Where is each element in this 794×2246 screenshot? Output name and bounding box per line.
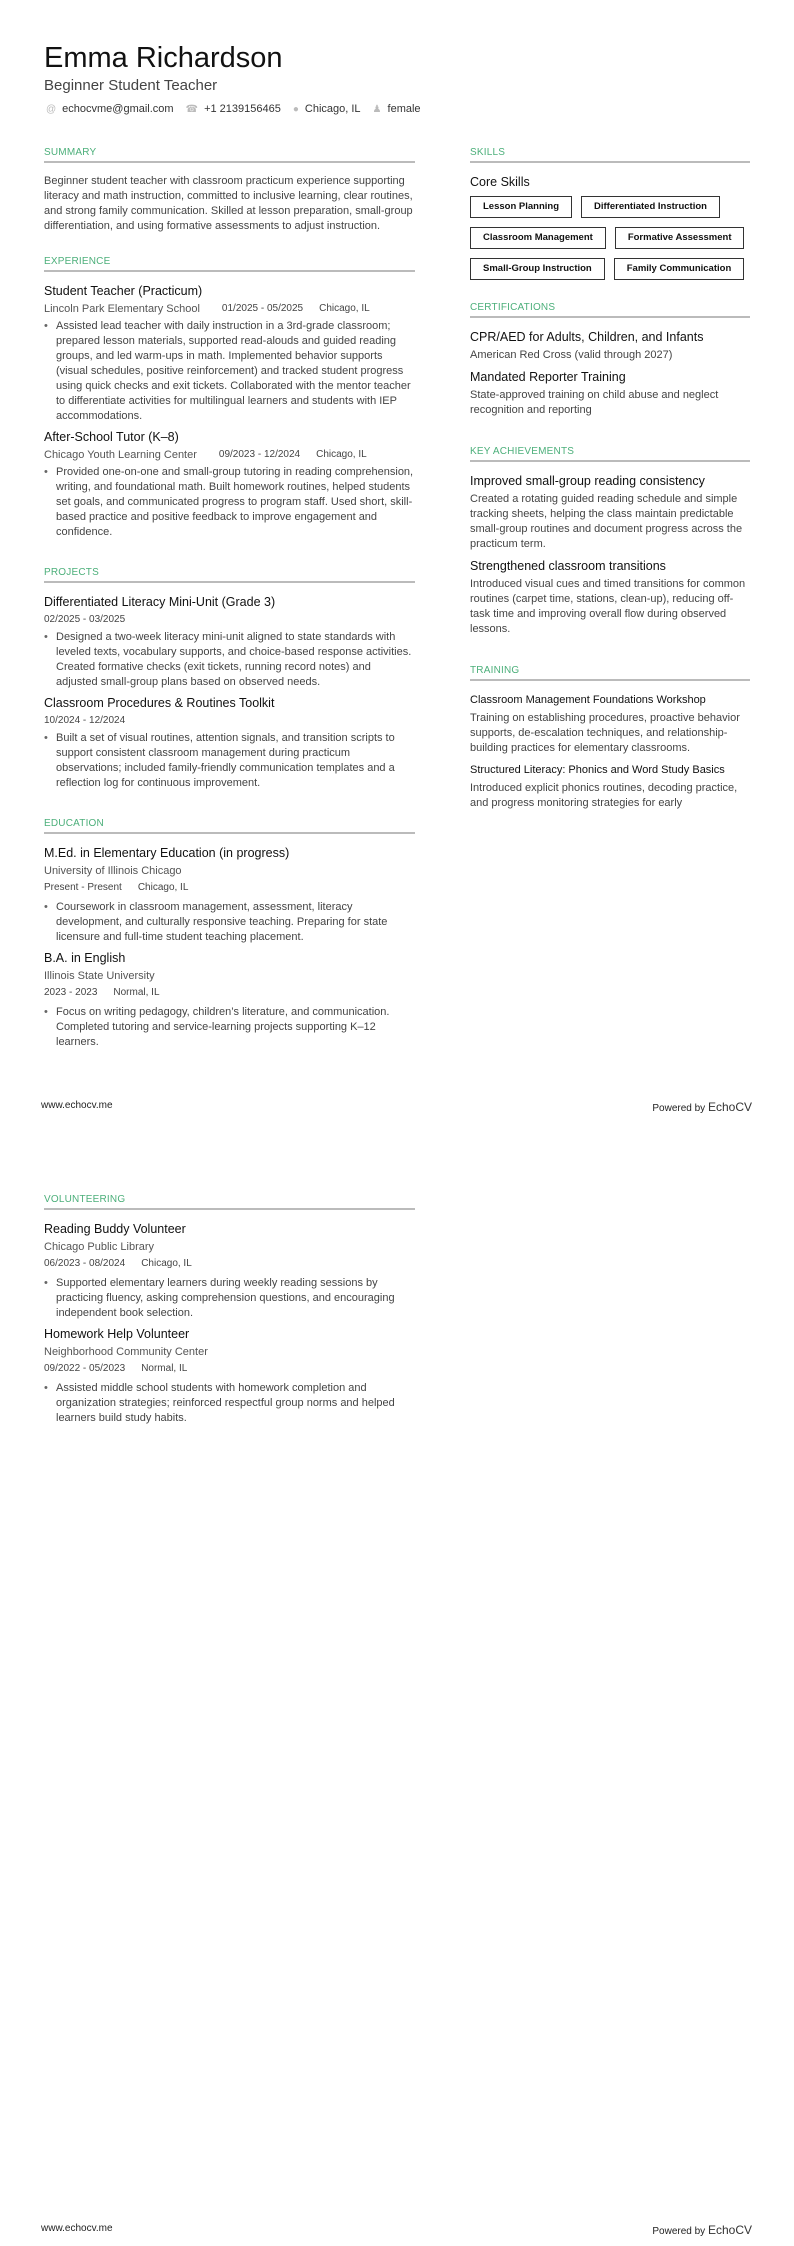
candidate-title: Beginner Student Teacher bbox=[44, 77, 218, 94]
entry-bullets bbox=[44, 465, 415, 540]
contact-text: female bbox=[387, 103, 421, 115]
entry-desc: Training on establishing procedures, proactive behavior supports, de-escalation techniques, and relationship-building practices for elementary classrooms. bbox=[470, 712, 740, 754]
page-2 bbox=[0, 1123, 794, 2246]
entry-title: Homework Help Volunteer bbox=[44, 1327, 190, 1341]
entry-org: Chicago Youth Learning Center bbox=[44, 449, 197, 461]
section-heading: SUMMARY bbox=[44, 147, 415, 163]
bullet-item: • Designed a two-week literacy mini-unit aligned to state standards with leveled texts, vocabulary supports, and choice-based response activities. Created formative checks (exit tickets, running record notes) and adjusted small-group plans based on observed needs. bbox=[44, 630, 415, 690]
bullet-item: • Assisted lead teacher with daily instruction in a 3rd-grade classroom; prepared lesson materials, supported read-alouds and guided reading groups, and led warm-ups in math. Implemented behavior supports (visual schedules, positive reinforcement) and tracked student progress using quick checks and exit tickets. Collaborated with the mentor teacher to differentiate activities for multilingual learners and students with IEP accommodations. bbox=[44, 319, 415, 424]
volunteering-section bbox=[44, 1194, 415, 1431]
section-heading: EDUCATION bbox=[44, 818, 415, 834]
entry-org: Chicago Public Library bbox=[44, 1241, 155, 1253]
skill-chip: Small-Group Instruction bbox=[470, 258, 605, 280]
entry-dates: 01/2025 - 05/2025 bbox=[221, 303, 304, 314]
section-heading: SKILLS bbox=[470, 147, 750, 163]
entry-meta bbox=[44, 448, 415, 462]
education-section bbox=[44, 818, 415, 1055]
entry-location: Normal, IL bbox=[113, 987, 160, 998]
entry-org: University of Illinois Chicago bbox=[44, 865, 182, 877]
footer-powered bbox=[652, 1100, 752, 1114]
entry-org: Illinois State University bbox=[44, 970, 155, 982]
entry-dates: 02/2025 - 03/2025 bbox=[44, 614, 126, 625]
projects-section bbox=[44, 567, 415, 796]
brand-logo: EchoCV bbox=[707, 2223, 752, 2237]
bullet-item: • Assisted middle school students with homework completion and organization strategies; reinforced respectful group norms and helped learners build study habits. bbox=[44, 1381, 415, 1426]
at-icon: @ bbox=[46, 104, 57, 115]
bullet-item: • Supported elementary learners during weekly reading sessions by practicing fluency, asking comprehension questions, and encouraging independent book selection. bbox=[44, 1276, 415, 1321]
experience-section bbox=[44, 256, 415, 545]
contact-row bbox=[46, 103, 421, 115]
entry-org: Lincoln Park Elementary School bbox=[44, 303, 200, 315]
entry-title: Classroom Management Foundations Workshop bbox=[470, 694, 706, 706]
contact-item bbox=[46, 103, 174, 115]
entry-title: Improved small-group reading consistency bbox=[470, 474, 705, 488]
entry-title: Differentiated Literacy Mini-Unit (Grade 3) bbox=[44, 595, 276, 609]
entry-meta bbox=[44, 986, 415, 1000]
entry-dates: Present - Present bbox=[44, 882, 122, 893]
entry-dates: 09/2023 - 12/2024 bbox=[218, 449, 301, 460]
bullet-item: • Built a set of visual routines, attention signals, and transition scripts to support consistent classroom management during practicum observations; included family-friendly communication templates and a reflection log for continuous improvement. bbox=[44, 731, 415, 791]
entry-dates: 09/2022 - 05/2023 bbox=[44, 1363, 126, 1374]
entry-bullets bbox=[44, 319, 415, 424]
entry-bullets bbox=[44, 1005, 415, 1050]
footer-website[interactable]: www.echocv.me bbox=[41, 1100, 113, 1111]
person-icon: ♟ bbox=[372, 104, 382, 115]
certifications-section bbox=[470, 302, 750, 424]
entry-dates: 10/2024 - 12/2024 bbox=[44, 715, 126, 726]
entry-title: Strengthened classroom transitions bbox=[470, 559, 666, 573]
entry-title: Structured Literacy: Phonics and Word Study Basics bbox=[470, 764, 725, 776]
entry-title: Student Teacher (Practicum) bbox=[44, 284, 203, 298]
entry-title: Reading Buddy Volunteer bbox=[44, 1222, 186, 1236]
contact-item bbox=[293, 103, 361, 115]
entry-bullets bbox=[44, 731, 415, 791]
candidate-name: Emma Richardson bbox=[44, 42, 283, 74]
entry-title: CPR/AED for Adults, Children, and Infants bbox=[470, 330, 704, 344]
summary-text: Beginner student teacher with classroom practicum experience supporting literacy and math instruction, committed to inclusive learning, clear routines, and strong family communication. Skilled at lesson preparation, small-group differentiation, and using formative assessments to adjust instruction. bbox=[44, 175, 413, 232]
entry-org: Neighborhood Community Center bbox=[44, 1346, 208, 1358]
skills-group: Core Skills bbox=[470, 175, 530, 189]
skill-chip: Family Communication bbox=[614, 258, 745, 280]
entry-bullets bbox=[44, 630, 415, 690]
powered-by-label: Powered by bbox=[652, 1103, 706, 1114]
right-column bbox=[470, 147, 750, 839]
skill-chip: Formative Assessment bbox=[615, 227, 745, 249]
entry-bullets bbox=[44, 900, 415, 945]
section-heading: CERTIFICATIONS bbox=[470, 302, 750, 318]
entry-title: M.Ed. in Elementary Education (in progress) bbox=[44, 846, 290, 860]
entry-location: Normal, IL bbox=[141, 1363, 188, 1374]
skill-chips bbox=[470, 196, 750, 280]
contact-text: echocvme@gmail.com bbox=[62, 103, 174, 115]
skill-chip: Classroom Management bbox=[470, 227, 606, 249]
location-icon: ● bbox=[292, 104, 299, 115]
entry-dates: 06/2023 - 08/2024 bbox=[44, 1258, 126, 1269]
summary-section bbox=[44, 147, 415, 234]
powered-by-label: Powered by bbox=[652, 2226, 706, 2237]
section-heading: EXPERIENCE bbox=[44, 256, 415, 272]
contact-item bbox=[186, 103, 281, 115]
entry-meta bbox=[44, 1257, 415, 1271]
skill-chip: Differentiated Instruction bbox=[581, 196, 720, 218]
left-column bbox=[44, 147, 415, 1077]
section-heading: KEY ACHIEVEMENTS bbox=[470, 446, 750, 462]
contact-text: Chicago, IL bbox=[304, 103, 361, 115]
brand-logo: EchoCV bbox=[707, 1100, 752, 1114]
entry-location: Chicago, IL bbox=[141, 1258, 192, 1269]
entry-desc: Created a rotating guided reading schedule and simple tracking sheets, helping the class maintain predictable small-group routines and document progress across the practicum term. bbox=[470, 493, 743, 550]
skills-section bbox=[470, 147, 750, 280]
entry-title: Mandated Reporter Training bbox=[470, 370, 626, 384]
training-section bbox=[470, 665, 750, 817]
entry-meta bbox=[44, 881, 415, 895]
bullet-item: • Coursework in classroom management, assessment, literacy development, and culturally responsive teaching. Preparing for state licensure and full-time student teaching placement. bbox=[44, 900, 415, 945]
skill-chip: Lesson Planning bbox=[470, 196, 572, 218]
achievements-section bbox=[470, 446, 750, 643]
entry-meta bbox=[44, 302, 415, 316]
entry-location: Chicago, IL bbox=[137, 882, 189, 893]
left-column bbox=[44, 1194, 415, 1453]
entry-meta bbox=[44, 1362, 415, 1376]
section-heading: VOLUNTEERING bbox=[44, 1194, 415, 1210]
footer-powered bbox=[652, 2223, 752, 2237]
entry-title: After-School Tutor (K–8) bbox=[44, 430, 179, 444]
phone-icon: ☎ bbox=[185, 104, 199, 115]
contact-item bbox=[373, 103, 421, 115]
entry-location: Chicago, IL bbox=[319, 303, 370, 314]
entry-desc: State-approved training on child abuse and neglect recognition and reporting bbox=[470, 389, 719, 416]
entry-dates: 2023 - 2023 bbox=[44, 987, 98, 998]
entry-desc: Introduced visual cues and timed transitions for common routines (carpet time, stations, clean-up), reducing off-task time and improving overall flow during observed lessons. bbox=[470, 578, 746, 635]
entry-title: Classroom Procedures & Routines Toolkit bbox=[44, 696, 275, 710]
entry-desc: American Red Cross (valid through 2027) bbox=[470, 349, 673, 361]
entry-desc: Introduced explicit phonics routines, decoding practice, and progress monitoring strategies for early bbox=[470, 782, 738, 809]
section-heading: TRAINING bbox=[470, 665, 750, 681]
entry-bullets bbox=[44, 1381, 415, 1426]
footer-website[interactable]: www.echocv.me bbox=[41, 2223, 113, 2234]
entry-title: B.A. in English bbox=[44, 951, 126, 965]
bullet-item: • Focus on writing pedagogy, children’s literature, and communication. Completed tutoring and service-learning projects supporting K–12 learners. bbox=[44, 1005, 415, 1050]
contact-text: +1 2139156465 bbox=[204, 103, 281, 115]
entry-location: Chicago, IL bbox=[316, 449, 367, 460]
entry-bullets bbox=[44, 1276, 415, 1321]
section-heading: PROJECTS bbox=[44, 567, 415, 583]
bullet-item: • Provided one-on-one and small-group tutoring in reading comprehension, writing, and foundational math. Built homework routines, helped students set goals, and communicated progress to program staff. Used short, skill-based practice and positive feedback to improve engagement and confidence. bbox=[44, 465, 415, 540]
